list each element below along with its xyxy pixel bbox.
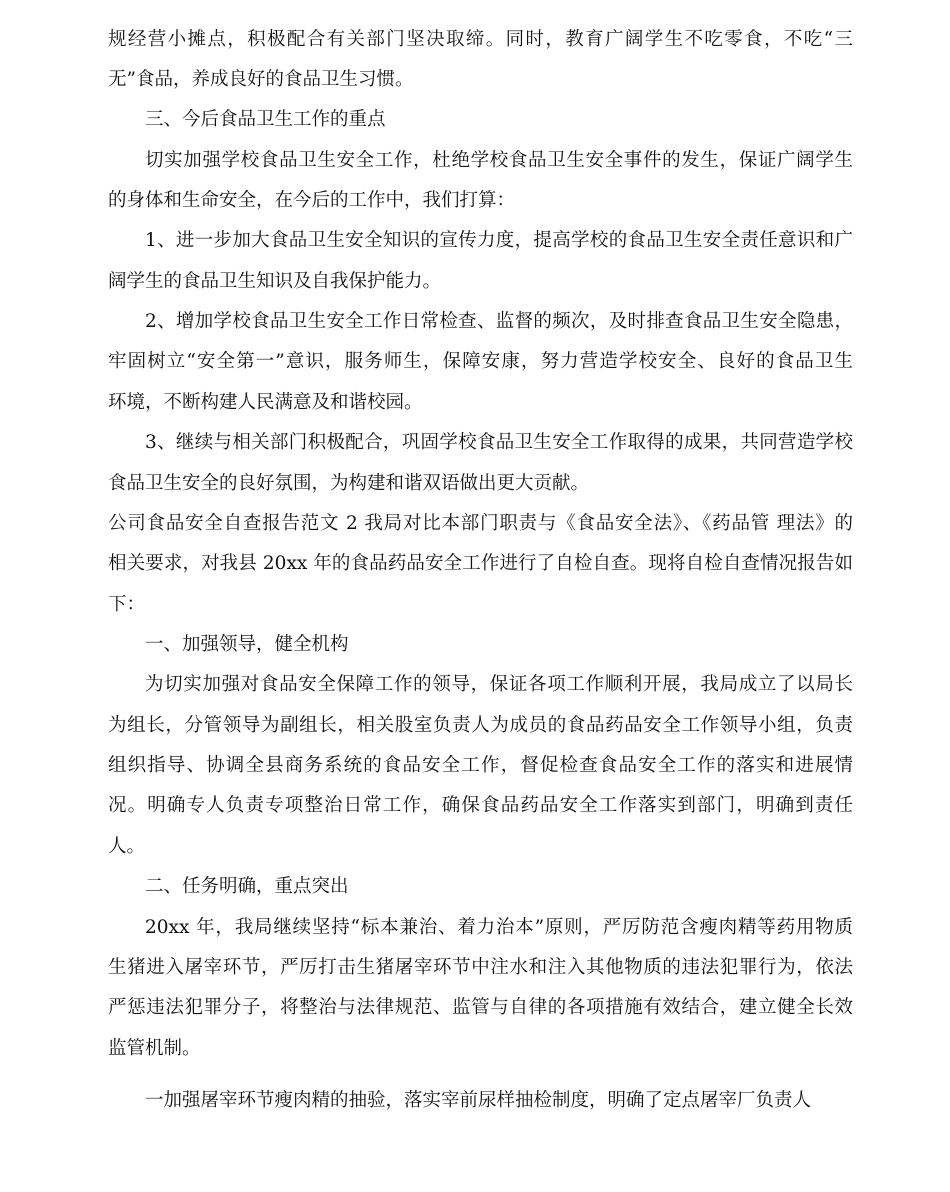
section-heading: 二、任务明确，重点突出 — [145, 876, 349, 897]
text-line: 况。明确专人负责专项整治日常工作，确保食品药品安全工作落实到部门，明确到责任 — [108, 795, 853, 816]
text-line: 3、继续与相关部门积极配合，巩固学校食品卫生安全工作取得的成果，共同营造学校 — [145, 432, 853, 453]
text-line: 相关要求，对我县 20xx 年的食品药品安全工作进行了自检自查。现将自检自查情况报告如 — [108, 553, 853, 574]
text-line: 为切实加强对食品安全保障工作的领导，保证各项工作顺利开展，我局成立了以局长 — [145, 674, 853, 695]
text-line: 20xx 年，我局继续坚持“标本兼治、着力治本”原则，严厉防范含瘦肉精等药用物质 — [145, 917, 853, 938]
text-line: 无”食品，养成良好的食品卫生习惯。 — [108, 69, 414, 90]
text-line: 食品卫生安全的良好氛围，为构建和谐双语做出更大贡献。 — [108, 473, 590, 494]
text-line: 2、增加学校食品卫生安全工作日常检查、监督的频次，及时排查食品卫生安全隐患， — [145, 311, 853, 332]
section-heading: 三、今后食品卫生工作的重点 — [145, 109, 386, 130]
text-line: 阔学生的食品卫生知识及自我保护能力。 — [108, 271, 442, 292]
text-line: 牢固树立“安全第一”意识，服务师生，保障安康，努力营造学校安全、良好的食品卫生 — [108, 351, 853, 372]
text-line: 监管机制。 — [108, 1038, 201, 1059]
text-line: 下： — [108, 594, 146, 615]
text-line: 切实加强学校食品卫生安全工作，杜绝学校食品卫生安全事件的发生，保证广阔学生 — [145, 150, 853, 171]
text-line: 严惩违法犯罪分子，将整治与法律规范、监管与自律的各项措施有效结合，建立健全长效 — [108, 997, 853, 1018]
text-line: 公司食品安全自查报告范文 2 我局对比本部门职责与《食品安全法》、《药品管 理法》的 — [108, 513, 853, 534]
text-line: 环境，不断构建人民满意及和谐校园。 — [108, 392, 423, 413]
text-line: 人。 — [108, 836, 146, 857]
section-heading: 一、加强领导，健全机构 — [145, 634, 349, 655]
text-line: 一加强屠宰环节瘦肉精的抽验，落实宰前尿样抽检制度，明确了定点屠宰厂负责人 — [145, 1090, 812, 1111]
text-line: 的身体和生命安全，在今后的工作中，我们打算： — [108, 190, 516, 211]
text-line: 规经营小摊点，积极配合有关部门坚决取缔。同时，教育广阔学生不吃零食，不吃“三 — [108, 29, 853, 50]
text-line: 1、进一步加大食品卫生安全知识的宣传力度，提高学校的食品卫生安全责任意识和广 — [145, 230, 853, 251]
text-line: 生猪进入屠宰环节，严厉打击生猪屠宰环节中注水和注入其他物质的违法犯罪行为，依法 — [108, 957, 853, 978]
text-line: 组织指导、协调全县商务系统的食品安全工作，督促检查食品安全工作的落实和进展情 — [108, 755, 853, 776]
text-line: 为组长，分管领导为副组长，相关股室负责人为成员的食品药品安全工作领导小组，负责 — [108, 715, 853, 736]
